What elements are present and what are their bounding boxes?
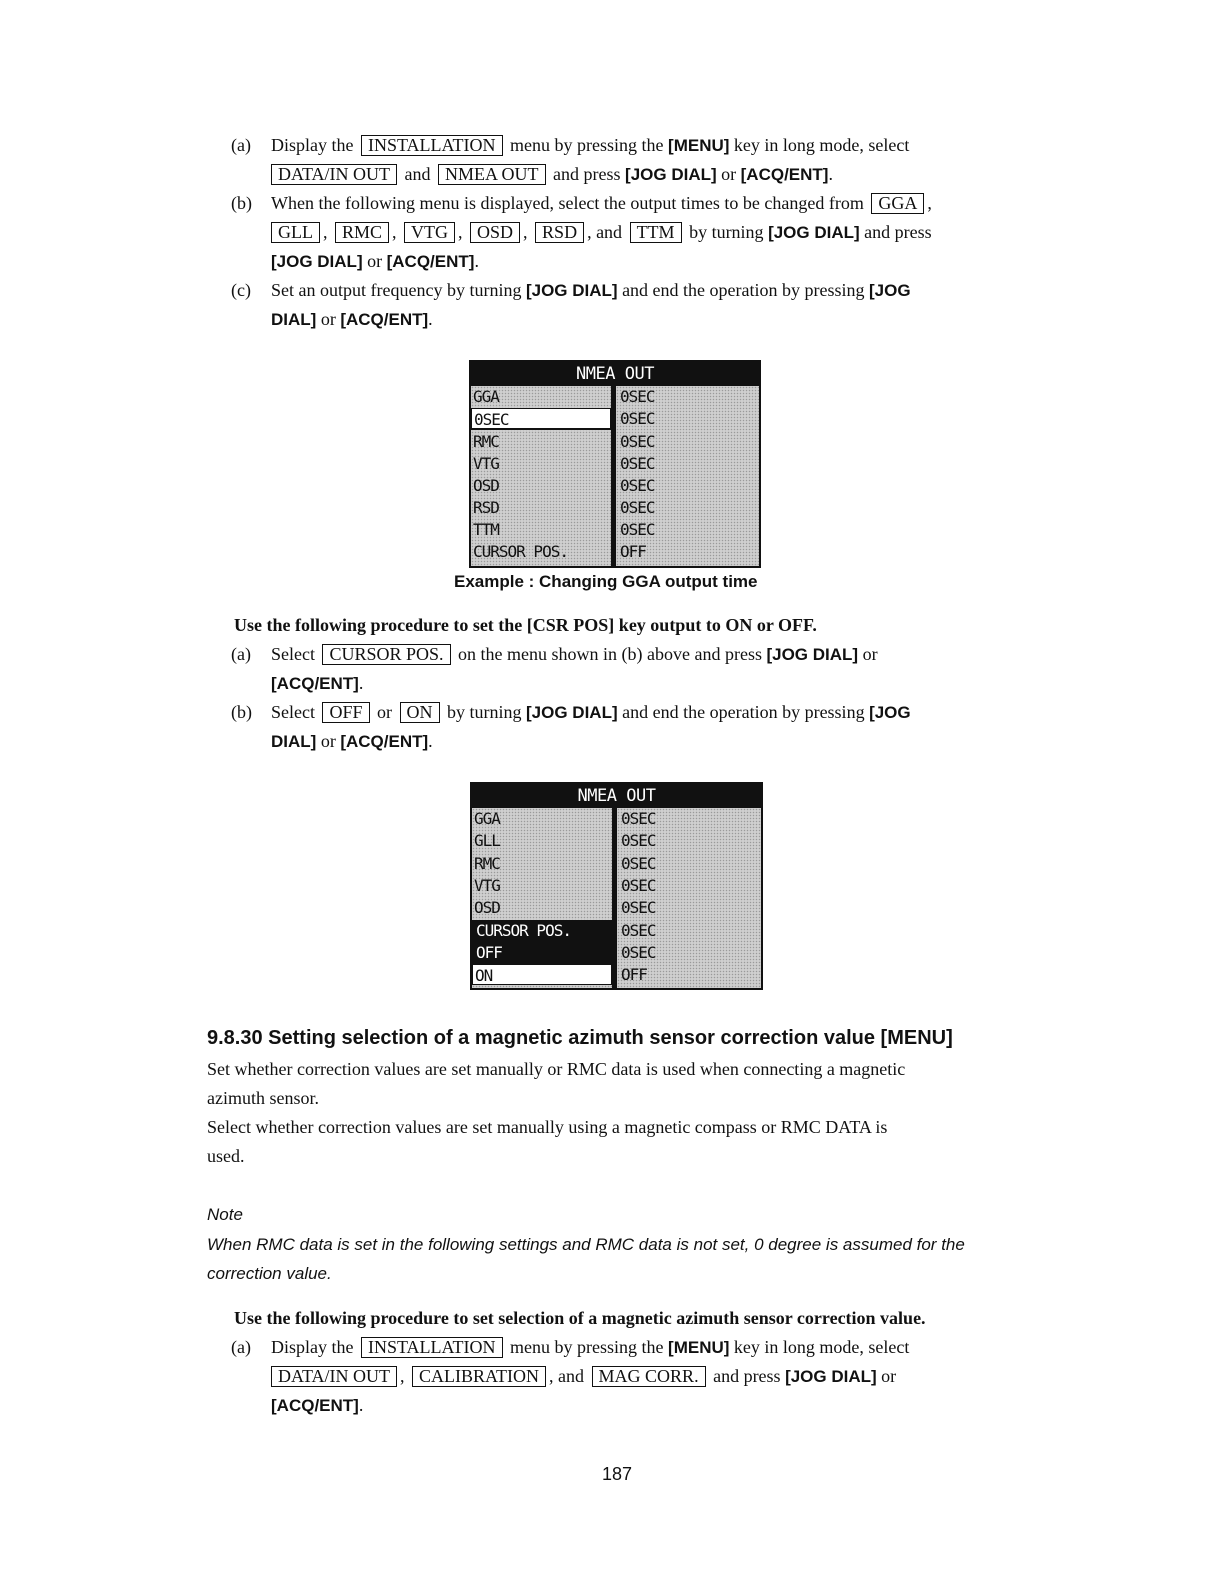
menu-item-cursor-pos[interactable]: CURSOR POS. [473,542,568,561]
text: , [927,193,932,213]
text: Select [271,702,315,722]
text: menu by pressing the [510,1337,664,1357]
step-c-line-1 [271,277,911,304]
procedure-intro: Use the following procedure to set the [CSR POS] key output to ON or OFF. [234,615,817,635]
text: . [828,164,833,184]
text: or [862,644,878,664]
text: or [377,702,393,722]
note-line-1: When RMC data is set in the following settings and RMC data is not set, 0 degree is assumed for the [207,1235,965,1254]
value-osd: 0SEC [620,476,655,495]
jog-key: [JOG [869,703,911,722]
step-b-label: (b) [231,193,252,213]
ttm-box: TTM [630,222,682,243]
text: and [596,222,623,242]
selected-value-box[interactable]: 0SEC [471,408,611,429]
acq-ent-key: [ACQ/ENT] [271,1396,359,1415]
jog-dial-key: [JOG DIAL] [525,281,618,300]
value-cursor-pos: OFF [621,965,647,984]
procedure-intro: Use the following procedure to set selection of a magnetic azimuth sensor correction value. [234,1308,926,1328]
nmea-out-screen-1 [469,360,761,568]
menu-item-ttm[interactable]: TTM [473,520,499,539]
dial-key: DIAL] [271,310,317,329]
step-a-line-2 [271,670,363,697]
value-osd: 0SEC [621,898,656,917]
step-a-label: (a) [231,135,251,155]
step-b-label: (b) [231,702,252,722]
note-title: Note [207,1205,243,1224]
step-a-line-1 [271,1334,909,1361]
text: key in long mode, select [733,135,910,155]
value-gga: 0SEC [620,387,655,406]
column-divider [612,808,617,988]
text: . [358,1395,364,1415]
rsd-box: RSD [535,222,584,243]
menu-item-vtg[interactable]: VTG [473,454,499,473]
nmea-out-box: NMEA OUT [438,164,546,185]
text: or [367,251,383,271]
calibration-box: CALIBRATION [412,1366,546,1387]
text: key in long mode, select [733,1337,910,1357]
jog-dial-key: [JOG DIAL] [271,252,363,271]
gga-box: GGA [871,193,924,214]
text: on the menu shown in (b) above and press [458,644,762,664]
text: . [428,309,433,329]
text: or [320,309,336,329]
on-box: ON [400,702,440,723]
paragraph-2-line-1: Select whether correction values are set manually using a magnetic compass or RMC DATA is [207,1117,888,1137]
value-ttm: 0SEC [620,520,655,539]
step-a-label: (a) [231,644,251,664]
step-a-line-1 [271,641,878,668]
paragraph-1-line-2: azimuth sensor. [207,1088,319,1108]
step-c-label: (c) [231,280,251,300]
popup-selected-off[interactable]: OFF [472,942,612,964]
text: by turning [689,222,764,242]
column-divider [611,386,616,566]
off-box: OFF [322,702,369,723]
text: . [358,673,364,693]
text: and end the operation by pressing [622,280,865,300]
paragraph-1-line-1: Set whether correction values are set manually or RMC data is used when connecting a magnetic [207,1059,906,1079]
value-rsd: 0SEC [620,498,655,517]
text: When the following menu is displayed, select the output times to be changed from [271,193,864,213]
jog-dial-key: [JOG DIAL] [766,645,859,664]
dial-key: DIAL] [271,732,317,751]
acq-ent-key: [ACQ/ENT] [340,310,429,329]
text: and [558,1366,585,1386]
step-b-line-1 [271,699,911,726]
menu-item-rmc[interactable]: RMC [473,432,499,451]
menu-key: [MENU] [668,136,730,155]
acq-ent-key: [ACQ/ENT] [271,674,359,693]
text: Select [271,644,315,664]
screen-title: NMEA OUT [471,362,759,386]
section-heading: 9.8.30 Setting selection of a magnetic azimuth sensor correction value [MENU] [207,1027,953,1049]
text: or [881,1366,897,1386]
step-a-label: (a) [231,1337,251,1357]
popup-title: CURSOR POS. [472,920,612,942]
text: . [428,731,433,751]
step-b-line-2 [271,728,433,755]
step-a-line-1 [271,132,909,159]
value-rmc: 0SEC [620,432,655,451]
acq-ent-key: [ACQ/ENT] [340,732,429,751]
data-in-out-box: DATA/IN OUT [271,164,397,185]
menu-item-rsd[interactable]: RSD [473,498,499,517]
value-vtg: 0SEC [621,876,656,895]
rmc-box: RMC [335,222,389,243]
text: and [404,164,431,184]
text: Set an output frequency by turning [271,280,522,300]
acq-ent-key: [ACQ/ENT] [740,165,829,184]
page-number: 187 [602,1464,633,1484]
text: and end the operation by pressing [622,702,865,722]
text: or [721,164,737,184]
menu-item-osd[interactable]: OSD [474,898,500,917]
value-gll: 0SEC [620,409,655,428]
installation-menu-box: INSTALLATION [361,1337,503,1358]
text: . [474,251,479,271]
text: Display the [271,1337,354,1357]
note-line-2: correction value. [207,1264,332,1283]
value-gga: 0SEC [621,809,656,828]
mag-corr-box: MAG CORR. [592,1366,706,1387]
text: menu by pressing the [510,135,664,155]
text: and press [713,1366,781,1386]
text: Display the [271,135,354,155]
text: by turning [447,702,522,722]
nmea-out-screen-2 [470,782,763,990]
figure-caption: Example : Changing GGA output time [454,572,758,591]
osd-box: OSD [470,222,520,243]
value-vtg: 0SEC [620,454,655,473]
menu-item-gga[interactable]: GGA [473,387,499,406]
step-a-line-2 [268,161,833,188]
jog-dial-key: [JOG DIAL] [526,703,618,722]
step-b-line-1 [271,190,932,216]
text: or [320,731,336,751]
jog-dial-key: [JOG DIAL] [785,1367,877,1386]
data-in-out-box: DATA/IN OUT [271,1366,397,1387]
step-a-line-3 [271,1392,363,1419]
vtg-box: VTG [404,222,455,243]
installation-menu-box: INSTALLATION [361,135,503,156]
step-c-line-2 [271,306,433,333]
step-b-line-2: GLL , RMC , VTG , OSD , RSD , and TTM by turning [JOG DIAL] and press [268,219,932,246]
popup-option-on[interactable]: ON [472,964,612,985]
acq-ent-key: [ACQ/ENT] [386,252,475,271]
menu-item-gll[interactable]: GLL [474,831,500,850]
value-cursor-pos: OFF [620,542,646,561]
value-gll: 0SEC [621,831,656,850]
value-rsd: 0SEC [621,921,656,940]
step-a-line-2: DATA/IN OUT , CALIBRATION , and MAG CORR. and press [JOG DIAL] or [268,1363,896,1390]
menu-item-vtg[interactable]: VTG [474,876,500,895]
jog-key: [JOG [869,281,911,300]
menu-item-rmc[interactable]: RMC [474,854,500,873]
cursor-pos-box: CURSOR POS. [322,644,450,665]
step-b-line-3 [271,248,479,275]
gll-box: GLL [271,222,320,243]
menu-item-gga[interactable]: GGA [474,809,500,828]
screen-title: NMEA OUT [472,784,761,808]
value-ttm: 0SEC [621,943,656,962]
value-rmc: 0SEC [621,854,656,873]
menu-key: [MENU] [668,1338,730,1357]
text: and press [864,222,932,242]
jog-dial-key: [JOG DIAL] [768,223,860,242]
text: and press [553,164,621,184]
menu-item-osd[interactable]: OSD [473,476,499,495]
jog-dial-key: [JOG DIAL] [625,165,717,184]
paragraph-2-line-2: used. [207,1146,245,1166]
